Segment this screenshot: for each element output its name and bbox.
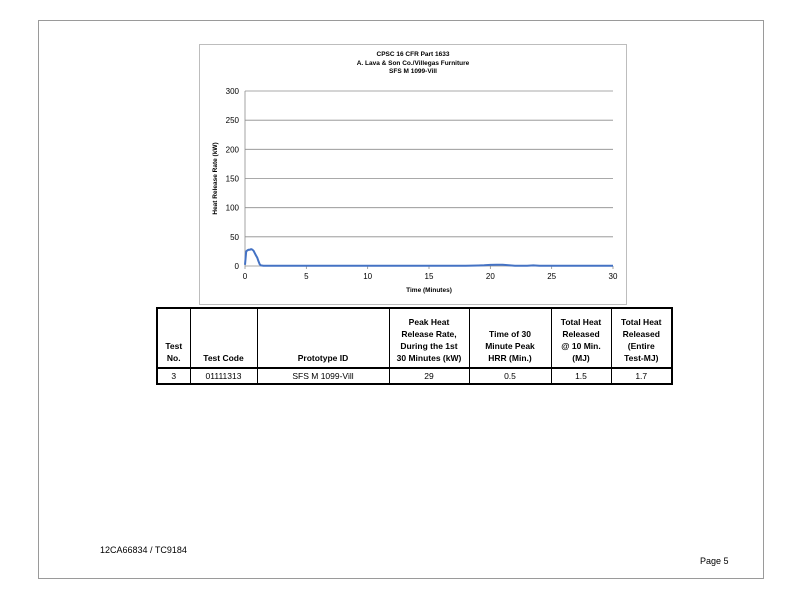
y-tick-label: 100 [225,203,239,213]
y-tick-label: 300 [225,87,239,96]
cell-test-code: 01111313 [190,368,257,384]
x-tick-label: 20 [485,272,495,281]
y-tick-label: 50 [230,232,239,242]
cell-test-no: 3 [157,368,190,384]
chart-plot [200,45,628,306]
y-tick-label: 0 [234,262,239,271]
header-prototype-id: Prototype ID [257,308,389,368]
y-tick-label: 250 [225,116,239,126]
cell-peak-hrr: 29 [389,368,469,384]
header-peak-hrr: Peak Heat Release Rate, During the 1st 30 Minutes (kW) [389,308,469,368]
report-id: 12CA66834 / TC9184 [100,545,187,555]
header-test-no: Test No. [157,308,190,368]
chart-title-line: SFS M 1099-Vill [389,68,437,75]
header-total-heat-entire: Total Heat Released (Entire Test-MJ) [611,308,672,368]
page-number: Page 5 [700,556,729,566]
x-tick-label: 25 [547,272,557,281]
chart-title-line: CPSC 16 CFR Part 1633 [376,51,450,58]
x-axis-label: Time (Minutes) [406,287,452,294]
x-tick-label: 15 [424,272,434,281]
x-tick-label: 0 [242,272,248,281]
cell-total-heat-entire: 1.7 [611,368,672,384]
y-tick-label: 150 [225,174,239,184]
x-tick-label: 30 [608,272,618,281]
y-tick-label: 200 [225,145,239,155]
table-header-row [157,308,672,368]
cell-time-of-peak: 0.5 [469,368,551,384]
series-line [245,249,613,266]
header-total-heat-10min: Total Heat Released @ 10 Min. (MJ) [551,308,611,368]
cell-total-heat-10min: 1.5 [551,368,611,384]
chart-title-line: A. Lava & Son Co./Villegas Furniture [356,59,470,67]
header-time-of-peak: Time of 30 Minute Peak HRR (Min.) [469,308,551,368]
x-tick-label: 5 [304,272,309,281]
cell-prototype-id: SFS M 1099-Vill [257,368,389,384]
heat-release-chart [199,44,627,305]
table-row [157,368,672,384]
header-test-code: Test Code [190,308,257,368]
results-table [156,307,673,385]
y-axis-label: Heat Release Rate (kW) [212,142,219,215]
x-tick-label: 10 [363,272,373,281]
